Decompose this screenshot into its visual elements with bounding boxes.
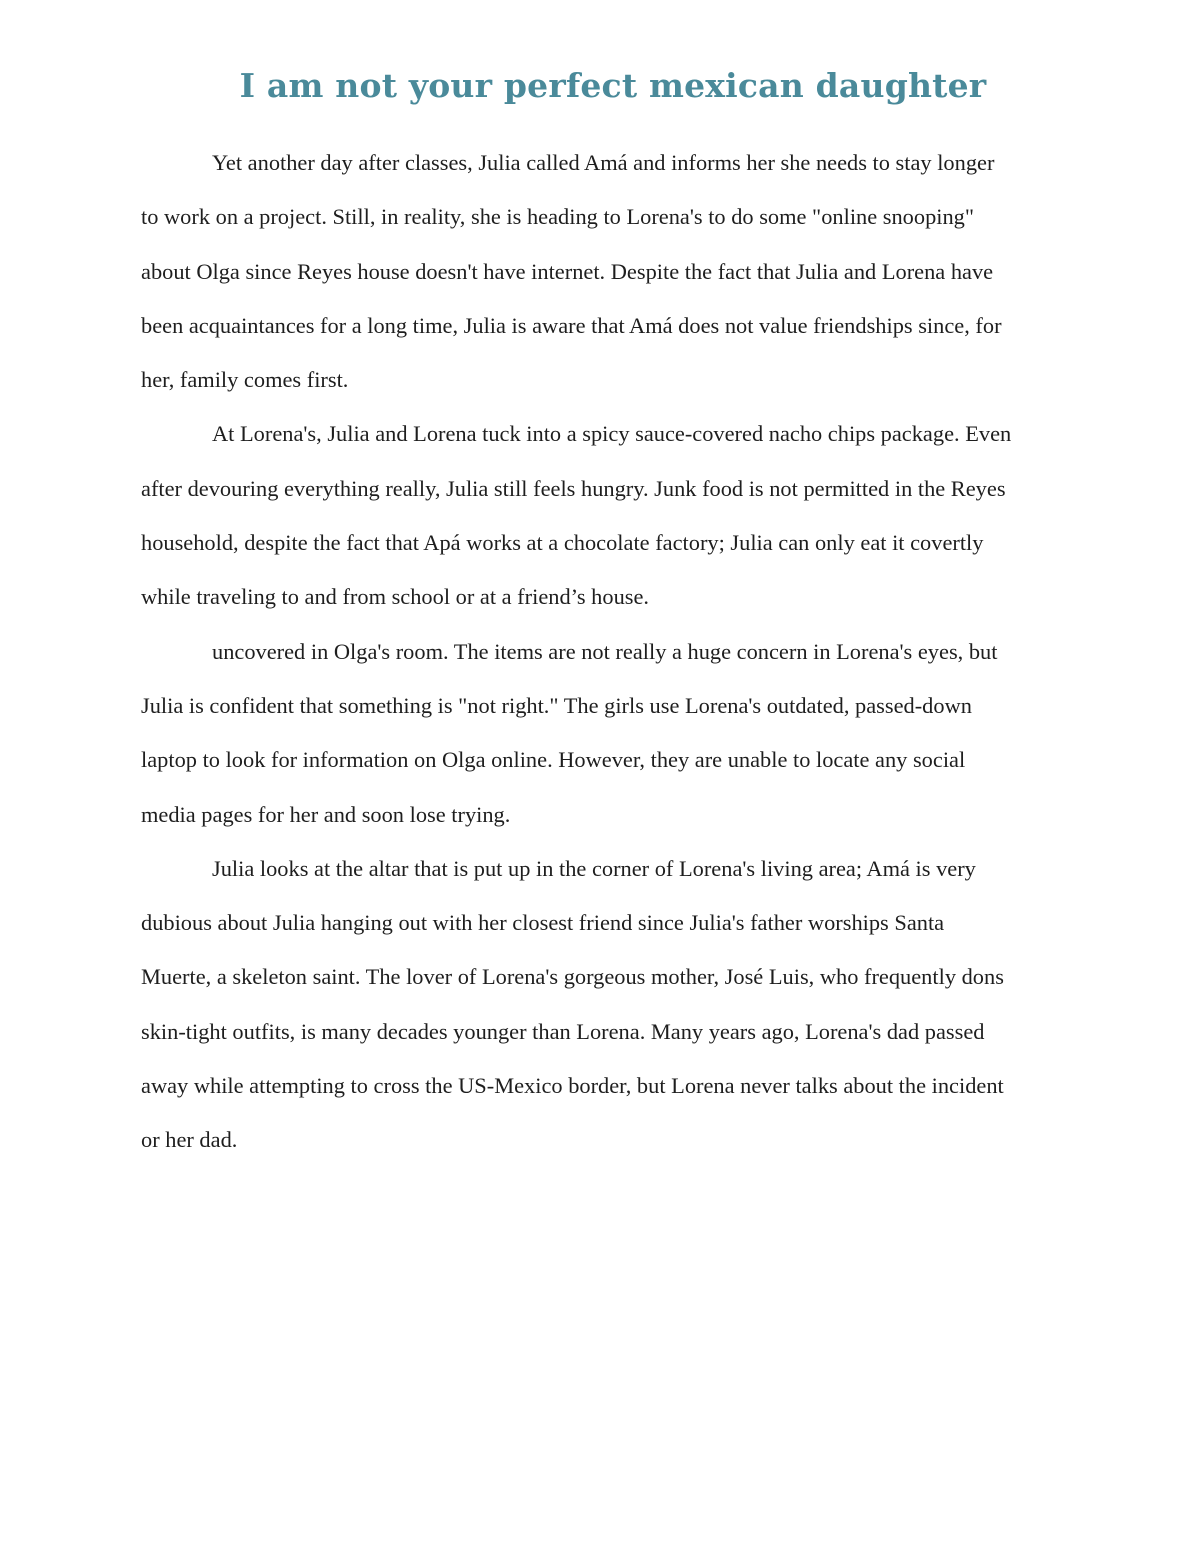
text-line: away while attempting to cross the US-Mexico border, but Lorena never talks about the incident xyxy=(141,1073,1004,1099)
text-line: media pages for her and soon lose trying. xyxy=(141,801,511,827)
text-line: Muerte, a skeleton saint. The lover of Lorena's gorgeous mother, José Luis, who frequently dons xyxy=(141,964,1004,990)
text-line: while traveling to and from school or at a friend’s house. xyxy=(141,584,650,610)
text-line: Julia is confident that something is "not right." The girls use Lorena's outdated, passed-down xyxy=(141,692,972,718)
text-line: about Olga since Reyes house doesn't have internet. Despite the fact that Julia and Lorena have xyxy=(141,258,994,284)
text-line: her, family comes first. xyxy=(141,367,349,393)
text-line: household, despite the fact that Apá works at a chocolate factory; Julia can only eat it covertly xyxy=(141,530,984,556)
paragraph xyxy=(141,136,1057,407)
text-line: or her dad. xyxy=(141,1127,238,1153)
text-line: been acquaintances for a long time, Julia is aware that Amá does not value friendships since, for xyxy=(141,312,1002,338)
text-line: to work on a project. Still, in reality, she is heading to Lorena's to do some "online snooping" xyxy=(141,204,975,230)
paragraph xyxy=(141,407,1057,624)
text-line: laptop to look for information on Olga online. However, they are unable to locate any social xyxy=(141,747,966,773)
paragraph xyxy=(141,842,1057,1168)
text-line: after devouring everything really, Julia still feels hungry. Junk food is not permitted in the Reyes xyxy=(141,475,1006,501)
text-line: Julia looks at the altar that is put up in the corner of Lorena's living area; Amá is very xyxy=(212,855,976,881)
text-line: skin-tight outfits, is many decades younger than Lorena. Many years ago, Lorena's dad passed xyxy=(141,1018,985,1044)
text-line: dubious about Julia hanging out with her closest friend since Julia's father worships Santa xyxy=(141,910,945,936)
text-line: At Lorena's, Julia and Lorena tuck into a spicy sauce-covered nacho chips package. Even xyxy=(212,421,1012,447)
text-line: Yet another day after classes, Julia called Amá and informs her she needs to stay longer xyxy=(212,150,995,175)
text-line: uncovered in Olga's room. The items are not really a huge concern in Lorena's eyes, but xyxy=(212,638,998,664)
paragraph xyxy=(141,625,1057,842)
document-body xyxy=(141,136,1057,1168)
document-title: I am not your perfect mexican daughter xyxy=(239,66,987,105)
